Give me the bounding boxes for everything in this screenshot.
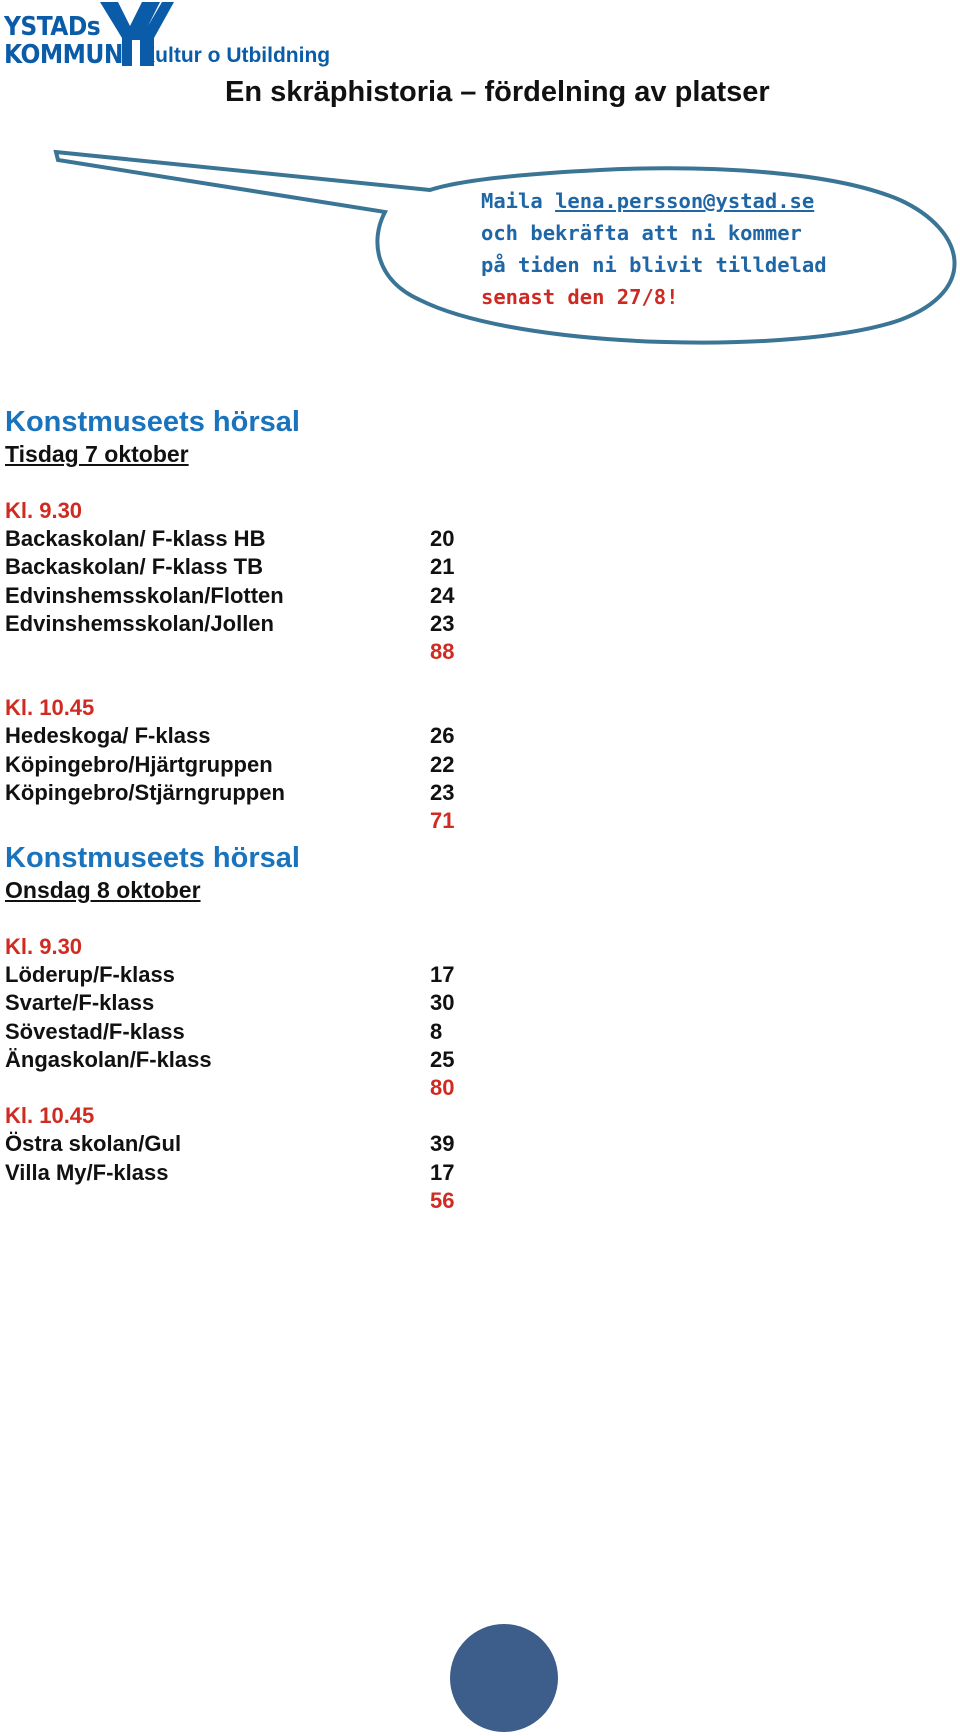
school-name: Svarte/F-klass	[5, 990, 155, 1016]
venue-heading: Konstmuseets hörsal	[5, 842, 300, 874]
day-section-2	[5, 841, 455, 1215]
count: 30	[430, 990, 455, 1016]
table-row	[5, 582, 455, 610]
date-heading: Onsdag 8 oktober	[5, 877, 201, 903]
bubble-deadline: senast den 27/8!	[481, 285, 679, 309]
count: 23	[430, 610, 455, 636]
school-name: Edvinshemsskolan/Jollen	[5, 610, 274, 636]
bubble-line3: på tiden ni blivit tilldelad	[481, 253, 827, 277]
count: 25	[430, 1046, 455, 1072]
school-name: Köpingebro/Hjärtgruppen	[5, 751, 273, 777]
total-count: 88	[430, 639, 455, 665]
count: 23	[430, 780, 455, 806]
table-row	[5, 525, 455, 553]
day-section-1	[5, 405, 455, 836]
school-name: Edvinshemsskolan/Flotten	[5, 582, 284, 608]
count: 22	[430, 751, 455, 777]
school-name: Backaskolan/ F-klass HB	[5, 526, 266, 551]
table-row	[5, 1018, 443, 1046]
table-row	[5, 751, 455, 779]
time-slot: Kl. 9.30	[5, 498, 83, 523]
bubble-message	[481, 185, 827, 313]
slot-total	[5, 638, 455, 666]
time-slot: Kl. 10.45	[5, 695, 95, 721]
table-row	[5, 961, 455, 989]
table-row	[5, 722, 455, 750]
time-slot: Kl. 10.45	[5, 1103, 95, 1129]
slot-total	[5, 807, 455, 835]
count: 21	[430, 554, 455, 580]
table-row	[5, 1046, 455, 1074]
school-name: Ängaskolan/F-klass	[5, 1046, 212, 1072]
school-name: Backaskolan/ F-klass TB	[5, 554, 264, 580]
date-heading: Tisdag 7 oktober	[5, 441, 189, 467]
school-name: Sövestad/F-klass	[5, 1018, 185, 1044]
logo-text-line2: KOMMUN	[4, 40, 123, 70]
email-link[interactable]: lena.persson@ystad.se	[555, 189, 815, 213]
slot-total	[5, 1187, 455, 1215]
school-name: Löderup/F-klass	[5, 962, 175, 987]
total-count: 56	[430, 1188, 455, 1214]
total-count: 71	[430, 808, 455, 834]
count: 20	[430, 526, 455, 551]
table-row	[5, 553, 455, 581]
bubble-line1	[481, 185, 827, 217]
school-name: Köpingebro/Stjärngruppen	[5, 780, 285, 806]
logo-text-line1: YSTADs	[4, 12, 101, 42]
logo-subtitle: Kultur o Utbildning	[140, 44, 331, 67]
venue-heading: Konstmuseets hörsal	[5, 406, 300, 438]
school-name: Villa My/F-klass	[5, 1159, 169, 1185]
count: 17	[430, 962, 455, 987]
table-row	[5, 1159, 455, 1187]
decorative-circle	[450, 1624, 558, 1732]
time-slot: Kl. 9.30	[5, 934, 83, 959]
table-row	[5, 989, 455, 1017]
count: 17	[430, 1159, 455, 1185]
table-row	[5, 610, 455, 638]
school-name: Östra skolan/Gul	[5, 1131, 182, 1157]
count: 24	[430, 582, 455, 608]
slot-total	[5, 1074, 455, 1102]
bubble-prefix: Maila	[481, 189, 556, 213]
page-title: En skräphistoria – fördelning av platser	[225, 76, 770, 108]
table-row	[5, 1130, 455, 1158]
table-row	[5, 779, 455, 807]
school-name: Hedeskoga/ F-klass	[5, 723, 211, 749]
count: 39	[430, 1131, 455, 1157]
count: 8	[430, 1018, 443, 1044]
count: 26	[430, 723, 455, 749]
total-count: 80	[430, 1075, 455, 1101]
bubble-line2: och bekräfta att ni kommer	[481, 221, 802, 245]
